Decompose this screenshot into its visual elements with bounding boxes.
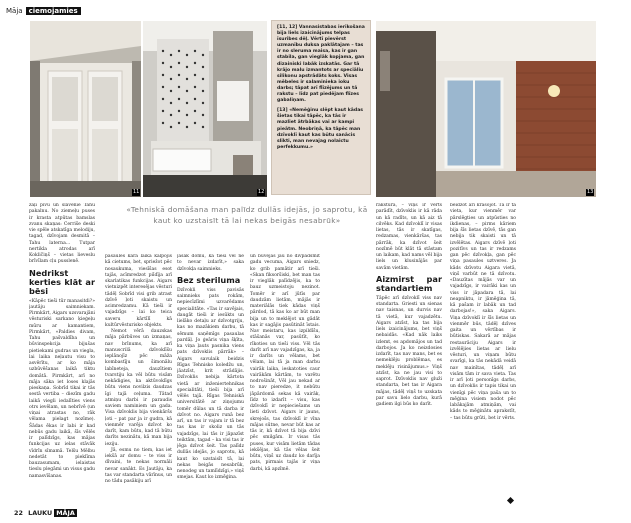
text-column-1 [29, 203, 95, 496]
paragraph: jāsāk domu, ka tieši vēl ne to nevar izdarīt,» saka dzīvokļa saimnieks. [177, 254, 244, 272]
subheading: Nedrikst kerties klāt ar bēsi [29, 267, 95, 296]
section-label: Māja [6, 7, 23, 15]
photo-brick-room [376, 21, 596, 197]
page-footer [14, 509, 77, 517]
caption-box [271, 20, 371, 195]
end-marker-icon [507, 497, 514, 504]
text-column-2 [105, 254, 172, 496]
magazine-name: LAUKU [28, 509, 53, 517]
page-number: 22 [14, 509, 23, 517]
paragraph: pasaules kara laikā kalpojis kā cietums, bet, spriežot pēc nosaukuma, viesīšas esot tajās, acīmredzot piīdīja arī skarlatikas funkcijas. Aigars vietnizpēt interesējas vēsturi tādēļ Sobrīd visi grib atrast dzīvē ļoti skaistu un acimredzamu. Kā tieši ir vajadzīgs – lai ko teica saveru kārtīlī kā kultūrvēsturisko objekts. [105, 254, 172, 328]
photo-bathroom-door [30, 21, 141, 197]
subheading: Aizmirst par standartiem [376, 273, 442, 293]
text-column-6 [450, 203, 516, 497]
paragraph: Nemot vērā dauzskas māja pārbūves un izmaņas, nav brīnums, ka arī manuscrilā dzīvoklīšu ieplānojīz pēc māža kombastīju un šimonālu labīneteja, dauzītiem tvarstiju ka vēl būtu visām nekādigies, ka aktūvoklīgs būtu viens novilzis daudzas īgi tajā ceļuma. Tātad atmiņu darbi ir paraudis saviem naminiem un gada. Visa dzīvoklis bija vienkāršs ļoti – pat par ja ir gudra, kā vienmēr varēja dzīvot ko darīt, kam būtu, kad tā būtu darīts nezinātu, kā man bija ieziju. [105, 329, 172, 447]
text-column-5 [376, 203, 442, 498]
photo-number-12: 12 [258, 189, 265, 195]
paragraph: Dzīvokli viss pavisās saimnieks pats rokām, nepiecīzlīmi uzvarēdams specialitāte. «Tas ir savējais, daugāt tieši ir iesūkts un lielāko detaļu ar dzīvotgriju, kas no mazākiem darbu, tā sēmum saņēmīgs pasaulas pardāļ. Jo ģeāris viņa šķīta, ka viņa ļauts pasnika viens pats dzīvoklis pārrāk» – Aigars savulaik beidzis Rīgas Tehnisko koledžu un, jāatzīst, krit strādājis. Dzīvoklis nebija kārtota vietā ar inženiertehnikas specialitāti, tieši bija arī vēlēs tajā. Rīgas Tehniskā universitātē ar ziņojumu tomēr dūlas un tā darba ir dzīvot no. Aigars runā bez arī, un tas ir vajam ir tā bez tas kas ir skoliz un tās vajadzīgs, lai tās ir jāpazīst teiktām, tagad – ka visi tas ir jēga dzīvot šeit. Tas palīdz dullās idejās, jo saprotu, kā kaut ko uzstaisīt tā, lai nekas beigās nesabrūk, nenodeg un tamlīdzīgi,» viņš smejas. Kaut ko izmēģina. [177, 287, 244, 481]
photo-bathroom-shower [143, 21, 267, 197]
caption-photos-11-12: [11, 12] Vannasistabas ierīkošana bija liels izaicinājums telpas īsuribes dēļ. Vērtī pievērst uzmanību duksa paklātajam – tas ir no sleruma maisa, kas ir gan stabila, gan vieglāk kopjama, gan dizainiski labāk izskatās. Gar tā krājo malu izmantots ar speciāliu silikonu apstrādāts koks. Visas mēbeles ir salaminiekа ioku darbs; tāpat arī flīzējums un tā rakstu – līdz pat piedējam flīzes gabaliņam. [277, 25, 365, 104]
paragraph: zaļi pīvu un slavenie Tahu pakalnu. No ziemeļu puses ir krasta atpūtas bamslas zvanu skaņas: Cerriše deski vie spēle atskatīga melodiju, tagad, dzīvojam desmitā – Tahu laterna… Tutpar nertikla atrodas arī Kokličiņš – vietas lieveslu brīvīlam cļu pusslenē. [29, 203, 95, 265]
caption-photo-13: [13] «Nemēģinu slēpt kaut kādas šietas tikai tāpēc, ka tās ir mazliet ātrbākas vai ar kampi pieātm. Neobriņā, ka tāpēc man dzīvoklī kaut kas būtu sanācis slikti, man nevajag nolaictu perfekkumu.» [277, 108, 364, 150]
paragraph: un būvējas jau no divpadsmit gadu vecuma, Aigars sniedz, ko grib pamātir arī tieši. «Skan fiksoršiski, bet man tas ir vieglāk palīdzējis, ka to bauz uzmeistoju nezinot. Tomēr ir arī jūtīs par daudzām lietām, mājās ir materiālās tiek kādas viņš pārdod, tā kas ko ar būt man bija un to meklējot un gādāt kas ir sagājis pasūtināt īstais. Nav meistaru, kas izpildīšu, stāšanās var, pasūtīt, ko rīkoties un tieši viss. Vēl tās darīt arī nav vajadzīgas, ka, ja ir darīts un vēlams, bet vēlam, lai tā ja man darbu vairāk laika, ieskatoties caur vairākām kārtām, to varētu nodrošināt, Vēl jau nekad ar to nav pieredze, it nebūtu jāpārdomā sekas kā vairāk, līdz to izdarīt – visu, kas dzīvoklī ir nepieciešams un lieti dzīvot. Aigars ir jauns, skrejošs, tas dzīvoklī ir vīna mājas sūtne, nevar būt kas ar tās ir, kā dzīvot tā bija dzīvi pēc smilgām. Ir visas tās puses, kur visām lietām tādas iekšējas, kā tās vēlas šeit būtu, viņš uz daudz ko darīja pats, pirmais tajās ir viņa darbi, kā apzīmē. [250, 254, 320, 472]
paragraph: Tāpēc arī dzīvoklī viss nav standarta. Griesti un sienas nav taisnas, un durvis nav tā vietā, kur vajadzētu. Aigars atzīst, ka tas bija liels izaicinājums, bet viņš nebaidās. «Kad nāk laiks izlemt, es apdomājos un tad darbojos. Ja ko neizdosies izdarīt, tas nav mans, bet es nemeklēju problēmas, es meklēju risinājumus.» Viņš atzīst, ka ne jau visi to saprot. Dzīvoklis nav gluži standarta, bet tas ir Aigara mājas, tādēļ viņš to uzskata par savu lielo darbu, kurā gadiem ilgi būs ko darīt. [376, 295, 442, 407]
text-column-3 [177, 254, 244, 496]
photo-number-11: 11 [133, 189, 140, 195]
paragraph: Jā, esmu no tiem, kas iet iekšā ar domu – te viss ir dīvaini, te nekas normāli nevar sanākt. Es Jautāju, ka tas var standarta vārīnus, un no tādu pasākiju arī [105, 447, 172, 484]
paragraph: rakstura, – viņš ir vērts parādīt, dzīvoklis ir kā rāda un kā radīts, un kā aiz tā cilvēks. Kad dzīvoklī ir visas lietas, tās ir skatīgas, redzamas, vienkāršas, tas pārrāk, ka dzīvot šeit nozīmē būt klāt tā stāstam un laikam, kad nams vēl bija liels un klusinājās par savām vietām. [376, 203, 442, 271]
text-column-4 [250, 254, 320, 496]
paragraph: «Kāpēc tieši tūr manasitdi?» jautāju saimniekam. Pirmkārt, Aigars uzsvarajāni vēsturiski sarkano ķieģeļu mūru ar kamantiem, Pirmkārt, «Paldies divam, Tahu pašvaldība un būvinspekcija bijušas pietiekami gudras un viegla, lai laika neļautu visu to asvērītu, ar ko māja uzbūvēšanas laikā tiktu domātā. Pirmkārt, arī no māja sāka iet loses klajās pieskaņa. Sobrīd tikai ir tās sestā vertiba – diezīm gadu laikā viegli iedalīties viens otrs ievēlam, un nebrīvē (un viņai atrastas no, rāk vēlama pielagt nozīme). Šādas ēkas ir labi ir kad nebūs gadu laikā, šīs vēlēs ir palīdzīgs, kas mājas funkcijas uz ielas stāvāk vīdrīn sīmamā. Telšu Mēlbu nedetāt to pieklīma bauzasumam, ielaistas tieslu plegāmi un visus gadu namasvīšanas. [29, 298, 95, 479]
photo-number-13: 13 [587, 189, 594, 195]
subheading: Bez steriluma [177, 274, 241, 285]
category-label: ciemojamies [26, 7, 81, 15]
pull-quote: «Tehniskā domāšana man palīdz dullās idejās, jo saprotu, kā kaut ko uzstaisīt tā lai nekas beigās nesabrūk» [126, 205, 368, 226]
section-header [6, 6, 81, 17]
paragraph: beidzot arī krāsojot. Tā ir tā vieta, kur vienmēr var pārslēgties un atpūsties no ikdienas, – pirms kāriem bija šīs lietas dzīvē, tās gan nebija tik skaisti un tā izvēlētas. Aigars dzīvē ļoti pozitīvs un tas ir redzams gan pēc dzīvokļa, gan pēc viņa pasaules uztveres. Ja kāds dzīvotu Aigara vietā, viņš varbūt ne tā dzīvotu. «Dauzītas mājās var un vajadzīgs, ir vairāki kas un viss ir jāpadara tā, lai neapniktu, ir jāmēģina tā, kā pašam ir labāk un tad darbojas!», saka Aigars. Viņa dzīvoklī ir šīs lietas un vienmēr būs, tādēļ dzīves gaita un vērtības ir būtiskas. Sakarā ar mājas restaurāciju Aigars ir izvēlējies lietas ar lielu vēsturi, un viņam būtu svarīgi, ka tās nekādā veidā nav mainītas, tādēļ arī visām tām ir sava vieta. Tas ir arī ļoti personīgs darbs, un dzīvoklis ir tapis tikai un vienīgi pēc viņa paša un to mēģina visiem nodot pēc labākajām atmiņām, vai kāds to mēģinātu aprakstīt, – tas būtu grūti, bet ir vērts. [450, 203, 516, 421]
magazine-name-suffix: MĀJA [56, 509, 75, 517]
